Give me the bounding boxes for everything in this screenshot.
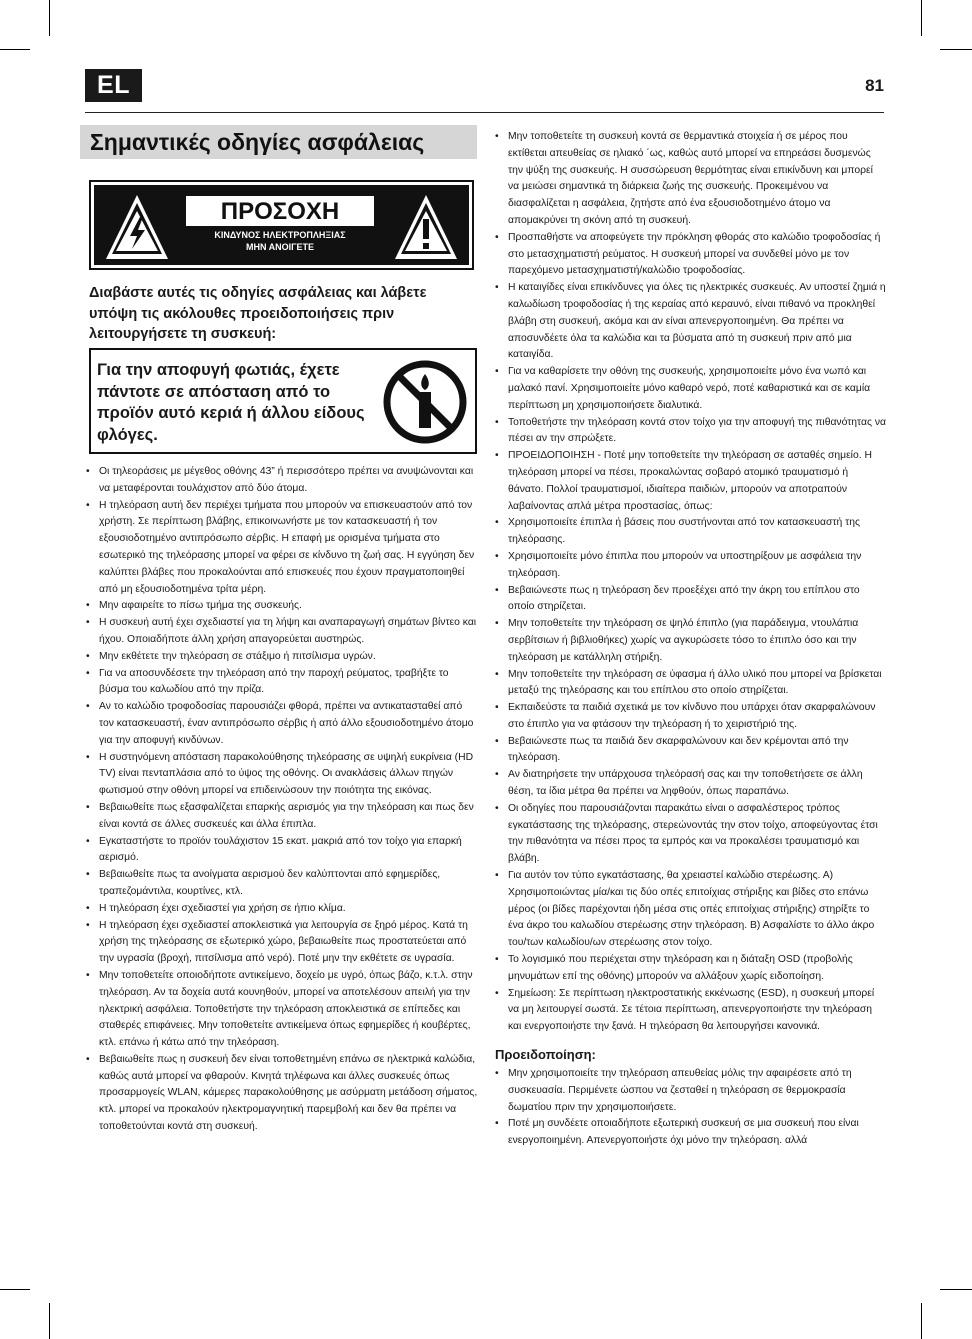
- list-item: • Η τηλεόραση αυτή δεν περιέχει τμήματα που μπορούν να επισκευαστούν από τον χρήστη. Σε περίπτωση βλάβης, επικοινωνήστε με τον κατασκευαστή ή τον εξουσιοδοτημένο αντιπρόσωπο σέρβις. Η επαφή με ορισμένα τμήματα στο εσωτερικό της τηλεόρασης μπορεί να φέρει σε κίνδυνο τη ζωή σας. Η εγγύηση δεν καλύπτει βλάβες που προκαλούνται από επισκευές που έχουν πραγματοποιηθεί από μη εξουσιοδοτημένα τρίτα μέρη.: [86, 498, 478, 599]
- list-item: • Οι τηλεοράσεις με μέγεθος οθόνης 43” ή περισσότερο πρέπει να ανυψώνονται και να μεταφέρονται τουλάχιστον από δύο άτομα.: [86, 464, 478, 498]
- list-item: • Μην τοποθετείτε την τηλεόραση σε ύφασμα ή άλλο υλικό που μπορεί να βρίσκεται μεταξύ της τηλεόρασης και του επίπλου στο οποίο στηρίζεται.: [495, 667, 886, 701]
- lightning-warning-icon: [104, 193, 170, 263]
- caution-label-background: [94, 185, 469, 265]
- crop-mark: [0, 49, 30, 50]
- list-item: • Η συστηνόμενη απόσταση παρακολούθησης τηλεόρασης σε υψηλή ευκρίνεια (HD TV) είναι πενταπλάσια από το ύψος της οθόνης. Οι ανακλάσεις άλλων πηγών φωτισμού στην οθόνη μπορεί να επιδεινώσουν την ποιότητα της εικόνας.: [86, 750, 478, 800]
- list-item: • Για να αποσυνδέσετε την τηλεόραση από την παροχή ρεύματος, τραβήξτε το βύσμα του καλωδίου από την πρίζα.: [86, 666, 478, 700]
- warning-heading: Προειδοποίηση:: [495, 1047, 596, 1063]
- list-item: • Η τηλεόραση έχει σχεδιαστεί αποκλειστικά για λειτουργία σε ξηρό μέρος. Κατά τη χρήση της τηλεόρασης σε εξωτερικό χώρο, βεβαιωθείτε πως προστατεύεται από την υγρασία (βροχή, πιτσίλισμα από νερό). Ποτέ μην την εκθέτετε σε υγρασία.: [86, 918, 478, 968]
- list-item: • Για να καθαρίσετε την οθόνη της συσκευής, χρησιμοποιείτε μόνο ένα νωπό και μαλακό πανί. Χρησιμοποιείτε μόνο καθαρό νερό, ποτέ καθαριστικά και σε καμία περίπτωση μη χρησιμοποιήσετε διαλυτικά.: [495, 364, 886, 414]
- list-item: • Βεβαιώνεστε πως τα παιδιά δεν σκαρφαλώνουν και δεν κρέμονται από την τηλεόραση.: [495, 734, 886, 768]
- caution-subtext: [186, 229, 374, 253]
- list-item: • Μην τοποθετείτε τη συσκευή κοντά σε θερμαντικά στοιχεία ή σε μέρος που εκτίθεται απευθείας σε ηλιακό ΄ως, καθώς αυτό μπορεί να επηρεάσει δυσμενώς την ψύξη της συσκευής. Η συσσώρευση θερμότητας είναι επικίνδυνη και μπορεί να μειώσει σημαντικά τη διάρκεια ζωής της συσκευής. Προκειμένου να διασφαλίζεται η ασφάλεια, ζητήστε από ένα εξουσιοδοτημένο άτομο να απομακρύνει τη σκόνη από τη συσκευή.: [495, 129, 886, 230]
- crop-mark: [921, 0, 922, 36]
- language-badge: EL: [85, 69, 142, 102]
- list-item: • Χρησιμοποιείτε μόνο έπιπλα που μπορούν να υποστηρίξουν με ασφάλεια την τηλεόραση.: [495, 549, 886, 583]
- caution-line-1: ΚΙΝΔΥΝΟΣ ΗΛΕΚΤΡΟΠΛΗΞΙΑΣ: [214, 230, 346, 240]
- crop-mark: [0, 1289, 30, 1290]
- list-item: • Χρησιμοποιείτε έπιπλα ή βάσεις που συστήνονται από τον κατασκευαστή της τηλεόρασης.: [495, 515, 886, 549]
- list-item: • Για αυτόν τον τύπο εγκατάστασης, θα χρειαστεί καλώδιο στερέωσης. Α) Χρησιμοποιώντας μία/και τις δύο οπές επιτοίχιας στήριξης και βίδες στο επάνω μέρος (οι βίδες παρέχονται ήδη μέσα στις οπές επιτοίχιας στήριξης) στηρίξτε το ένα άκρο του καλωδίου στερέωσης στην τηλεόραση. Β) Ασφαλίστε το άλλο άκρο του/των καλωδίου/ων στερέωσης στον τοίχο.: [495, 868, 886, 952]
- safety-list-right: [495, 129, 886, 1036]
- list-item: • Αν διατηρήσετε την υπάρχουσα τηλεόρασή σας και την τοποθετήσετε σε άλλη θέση, τα ίδια μέτρα θα πρέπει να ληφθούν, όπως παραπάνω.: [495, 767, 886, 801]
- exclamation-warning-icon: [393, 193, 459, 263]
- header-divider: [85, 112, 884, 113]
- fire-warning-box: [89, 348, 477, 454]
- title-band: [80, 125, 477, 159]
- list-item: • Μην χρησιμοποιείτε την τηλεόραση απευθείας μόλις την αφαιρέσετε από τη συσκευασία. Περιμένετε ώσπου να ζεσταθεί η τηλεόραση σε θερμοκρασία δωματίου πριν την χρησιμοποιήσετε.: [495, 1066, 886, 1116]
- fire-warning-text: Για την αποφυγή φωτιάς, έχετε πάντοτε σε απόσταση από το προϊόν αυτό κεριά ή άλλου είδους φλόγες.: [97, 361, 365, 444]
- list-item: • Το λογισμικό που περιέχεται στην τηλεόραση και η διάταξη OSD (προβολής μηνυμάτων επί της οθόνης) μπορούν να αλλάξουν χωρίς ειδοποίηση.: [495, 952, 886, 986]
- list-item: • Μην τοποθετείτε οποιοδήποτε αντικείμενο, δοχείο με υγρό, όπως βάζο, κ.τ.λ. στην τηλεόραση. Αν τα δοχεία αυτά κουνηθούν, μπορεί να αποτελέσουν απειλή για την ηλεκτρική ασφάλεια. Τοποθετήστε την τηλεόραση αποκλειστικά σε επίπεδες και σταθερές επιφάνειες. Μην τοποθετείτε αντικείμενα όπως εφημερίδες ή κουβέρτες, κτλ. επάνω ή κάτω από την τηλεόραση.: [86, 968, 478, 1052]
- list-item: • Βεβαιωθείτε πως τα ανοίγματα αερισμού δεν καλύπτονται από εφημερίδες, τραπεζομάντιλα, κουρτίνες, κτλ.: [86, 867, 478, 901]
- list-item: • Η τηλεόραση έχει σχεδιαστεί για χρήση σε ήπιο κλίμα.: [86, 901, 478, 918]
- list-item: • Βεβαιώνεστε πως η τηλεόραση δεν προεξέχει από την άκρη του επίπλου στο οποίο στηρίζεται.: [495, 583, 886, 617]
- intro-text: Διαβάστε αυτές τις οδηγίες ασφάλειας και λάβετε υπόψη τις ακόλουθες προειδοποιήσεις πριν λειτουργήσετε τη συσκευή:: [89, 285, 427, 342]
- list-item: • Τοποθετήστε την τηλεόραση κοντά στον τοίχο για την αποφυγή της πιθανότητας να πέσει αν την σπρώξετε.: [495, 415, 886, 449]
- list-item: • Βεβαιωθείτε πως εξασφαλίζεται επαρκής αερισμός για την τηλεόραση και πως δεν είναι κοντά σε άλλες συσκευές και άλλα έπιπλα.: [86, 800, 478, 834]
- list-item: • Προσπαθήστε να αποφεύγετε την πρόκληση φθοράς στο καλώδιο τροφοδοσίας ή στο μετασχηματιστή ρεύματος. Η συσκευή μπορεί να συνδεθεί μόνο με τον παρεχόμενο μετασχηματιστή/καλώδιο τροφοδοσίας.: [495, 230, 886, 280]
- crop-mark: [940, 1289, 972, 1290]
- crop-mark: [49, 1303, 50, 1339]
- list-item: • Μην εκθέτετε την τηλεόραση σε στάξιμο ή πιτσίλισμα υγρών.: [86, 649, 478, 666]
- list-item: • Μην αφαιρείτε το πίσω τμήμα της συσκευής.: [86, 598, 478, 615]
- safety-list-left: [86, 464, 478, 1136]
- list-item: • Η συσκευή αυτή έχει σχεδιαστεί για τη λήψη και αναπαραγωγή σημάτων βίντεο και ήχου. Οποιαδήποτε άλλη χρήση απαγορεύεται αυστηρώς.: [86, 615, 478, 649]
- list-item: • Σημείωση: Σε περίπτωση ηλεκτροστατικής εκκένωσης (ESD), η συσκευή μπορεί να μη λειτουργεί σωστά. Σε τέτοια περίπτωση, απενεργοποιήστε την τηλεόραση και ενεργοποιήστε την ξανά. Η τηλεόραση θα λειτουργήσει κανονικά.: [495, 986, 886, 1036]
- list-item: • ΠΡΟΕΙΔΟΠΟΙΗΣΗ - Ποτέ μην τοποθετείτε την τηλεόραση σε ασταθές σημείο. Η τηλεόραση μπορεί να πέσει, προκαλώντας σοβαρό ατομικό τραυματισμό ή θάνατο. Πολλοί τραυματισμοί, ιδιαίτερα παιδιών, μπορούν να αποτραπούν λαβαίνοντας απλά μέτρα προστασίας, όπως:: [495, 448, 886, 515]
- page-number: 81: [865, 76, 884, 95]
- list-item: • Βεβαιωθείτε πως η συσκευή δεν είναι τοποθετημένη επάνω σε ηλεκτρικά καλώδια, καθώς αυτά μπορεί να φθαρούν. Κινητά τηλέφωνα και άλλες συσκευές όπως προσαρμογείς WLAN, κάμερες παρακολούθησης με ασύρματη μετάδοση σήματος, κτλ. μπορεί να προκαλούν ηλεκτρομαγνητική παρεμβολή και δεν θα πρέπει να τοποθετούνται κοντά στη συσκευή.: [86, 1052, 478, 1136]
- caution-label: [89, 180, 474, 270]
- list-item: • Αν το καλώδιο τροφοδοσίας παρουσιάζει φθορά, πρέπει να αντικατασταθεί από τον κατασκευαστή, έναν αντιπρόσωπο σέρβις ή από άλλο εξουσιοδοτημένο άτομο για την αποφυγή κινδύνων.: [86, 699, 478, 749]
- list-item: • Εκπαιδεύστε τα παιδιά σχετικά με τον κίνδυνο που υπάρχει όταν σκαρφαλώνουν στο έπιπλο για να φτάσουν την τηλεόραση ή το χειριστήριό της.: [495, 700, 886, 734]
- crop-mark: [49, 0, 50, 36]
- list-item: • Εγκαταστήστε το προϊόν τουλάχιστον 15 εκατ. μακριά από τον τοίχο για επαρκή αερισμό.: [86, 834, 478, 868]
- list-item: • Μην τοποθετείτε την τηλεόραση σε ψηλό έπιπλο (για παράδειγμα, ντουλάπια σερβίτσιων ή βιβλιοθήκες) χωρίς να αγκυρώσετε τόσο το έπιπλο όσο και την τηλεόραση με κατάλληλη στήριξη.: [495, 616, 886, 666]
- caution-line-2: ΜΗΝ ΑΝΟΙΓΕΤΕ: [245, 242, 315, 252]
- crop-mark: [940, 49, 972, 50]
- list-item: • Ποτέ μη συνδέετε οποιαδήποτε εξωτερική συσκευή σε μια συσκευή που είναι ενεργοποιημένη. Απενεργοποιήστε όχι μόνο την τηλεόραση. αλλά: [495, 1116, 886, 1150]
- warning-list: [495, 1066, 886, 1150]
- crop-mark: [921, 1303, 922, 1339]
- no-candle-icon: [381, 358, 469, 446]
- right-column: [495, 129, 886, 1150]
- left-column: [86, 464, 478, 1136]
- list-item: • Η καταιγίδες είναι επικίνδυνες για όλες τις ηλεκτρικές συσκευές. Αν υποστεί ζημιά η καλωδίωση τροφοδοσίας ή της κεραίας από κεραυνό, είναι πιθανό να προκληθεί βλάβη στη συσκευή, ακόμα και αν είναι απενεργοποιημένη. Θα πρέπει να αποσυνδέετε όλα τα καλώδια και τα βύσματα από τη συσκευή πριν από μια καταιγίδα.: [495, 280, 886, 364]
- caution-word: ΠΡΟΣΟΧΗ: [186, 196, 374, 226]
- page-title: Σημαντικές οδηγίες ασφάλειας: [90, 129, 425, 155]
- list-item: • Οι οδηγίες που παρουσιάζονται παρακάτω είναι ο ασφαλέστερος τρόπος εγκατάστασης της τηλεόρασης, στερεώνοντάς την στον τοίχο, αποφεύγοντας έτσι την πιθανότητα να πέσει προς τα εμπρός και να προκαλέσει τραυματισμό και βλάβη.: [495, 801, 886, 868]
